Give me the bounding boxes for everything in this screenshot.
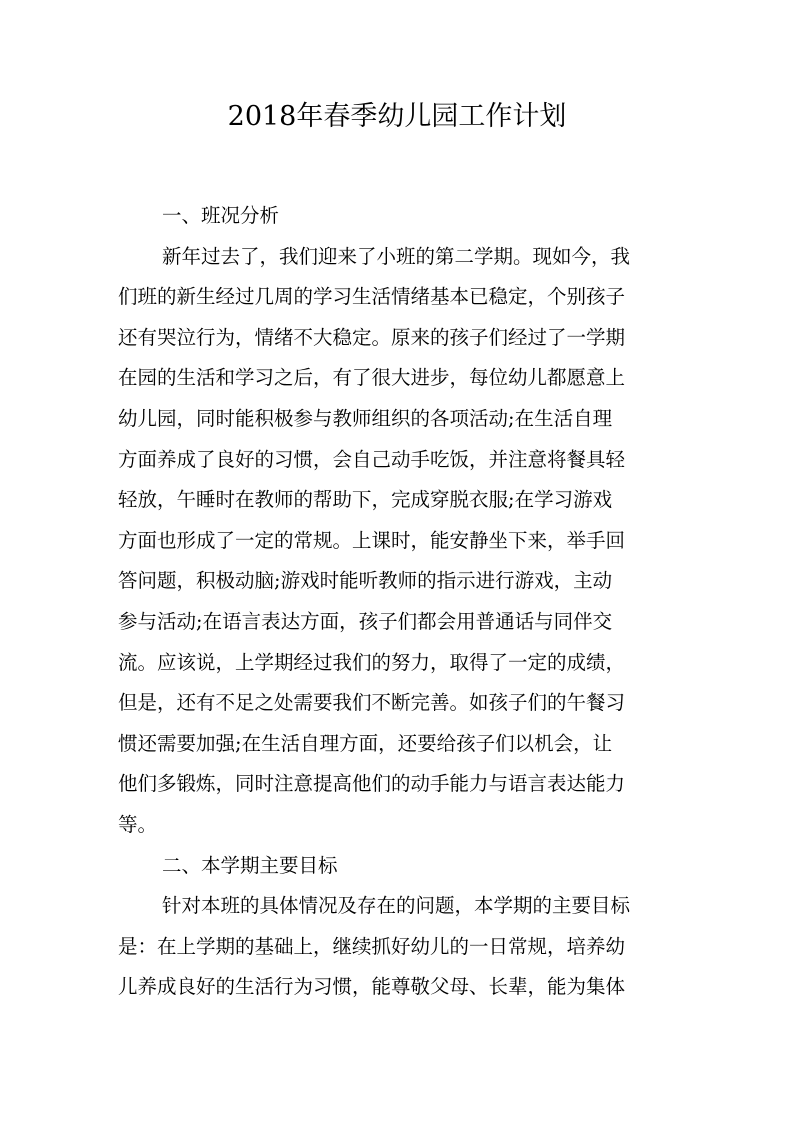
section-paragraph xyxy=(118,237,693,846)
paragraph-line: 他们多锻炼，同时注意提高他们的动手能力与语言表达能力 xyxy=(118,772,626,796)
paragraph-line: 幼儿园，同时能积极参与教师组织的各项活动;在生活自理 xyxy=(118,406,613,430)
paragraph-line: 流。应该说，上学期经过我们的努力，取得了一定的成绩， xyxy=(118,650,626,674)
paragraph-line: 儿养成良好的生活行为习惯，能尊敬父母、长辈，能为集体 xyxy=(118,975,626,999)
document-title: 2018年春季幼儿园工作计划 xyxy=(227,101,567,132)
paragraph-line: 方面养成了良好的习惯，会自己动手吃饭，并注意将餐具轻 xyxy=(118,447,626,471)
section-paragraph xyxy=(118,886,693,1008)
paragraph-line: 参与活动;在语言表达方面，孩子们都会用普通话与同伴交 xyxy=(118,609,613,633)
paragraph-line: 惯还需要加强;在生活自理方面，还要给孩子们以机会，让 xyxy=(118,731,613,755)
paragraph-line: 在园的生活和学习之后，有了很大进步，每位幼儿都愿意上 xyxy=(118,366,626,390)
paragraph-line: 但是，还有不足之处需要我们不断完善。如孩子们的午餐习 xyxy=(118,691,626,715)
paragraph-line: 答问题，积极动脑;游戏时能听教师的指示进行游戏，主动 xyxy=(118,569,613,593)
paragraph-line: 针对本班的具体情况及存在的问题，本学期的主要目标 xyxy=(162,894,631,918)
section-heading: 一、班况分析 xyxy=(162,204,280,227)
paragraph-line: 还有哭泣行为，情绪不大稳定。原来的孩子们经过了一学期 xyxy=(118,325,626,349)
paragraph-line: 是：在上学期的基础上，继续抓好幼儿的一日常规，培养幼 xyxy=(118,934,626,958)
section-heading: 二、本学期主要目标 xyxy=(162,853,338,877)
paragraph-line: 等。 xyxy=(118,812,158,836)
paragraph-line: 新年过去了，我们迎来了小班的第二学期。现如今，我 xyxy=(162,244,631,268)
paragraph-line: 方面也形成了一定的常规。上课时，能安静坐下来，举手回 xyxy=(118,528,626,552)
paragraph-line: 们班的新生经过几周的学习生活情绪基本已稳定，个别孩子 xyxy=(118,285,626,309)
paragraph-line: 轻放，午睡时在教师的帮助下，完成穿脱衣服;在学习游戏 xyxy=(118,488,613,512)
section-1 xyxy=(118,196,693,1008)
